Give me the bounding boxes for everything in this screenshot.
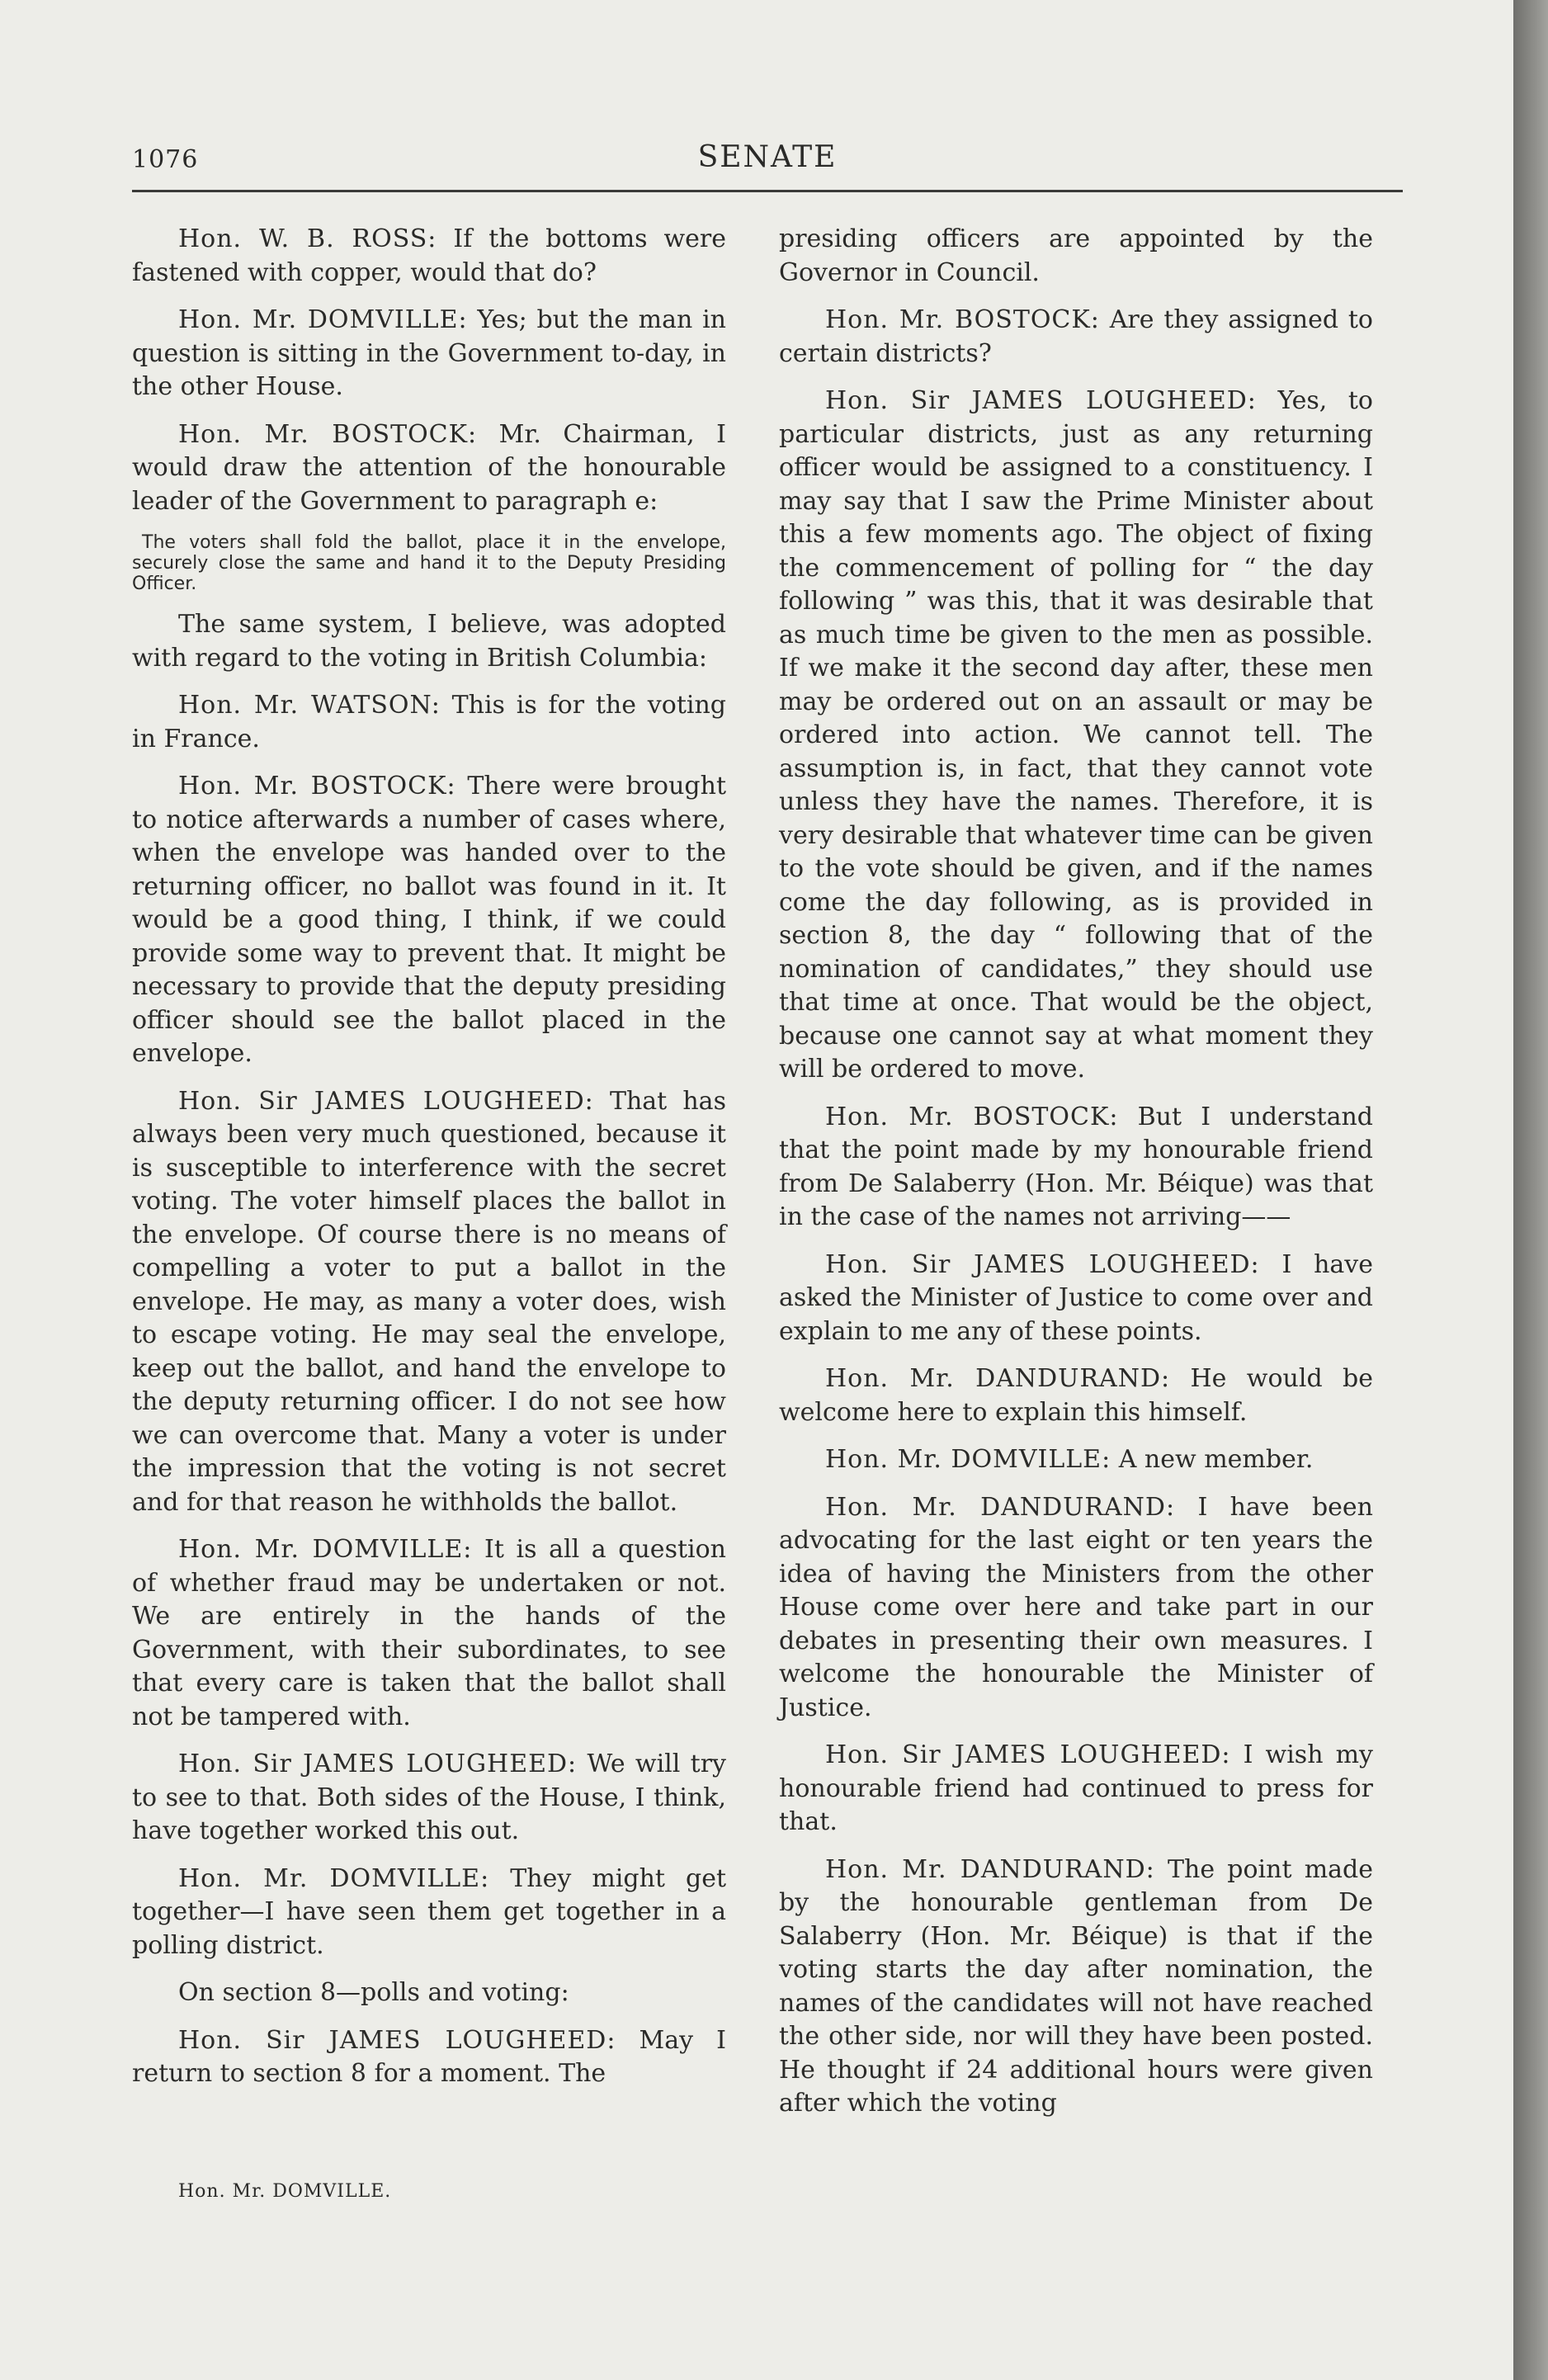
speech-paragraph — [132, 1085, 726, 1520]
speaker-name: Hon. Sir JAMES LOUGHEED: — [825, 1740, 1231, 1769]
speech-text: I have been advocating for the last eight or ten years the idea of having the Ministers from the other House come over here and take part in our debates in presenting their own measures. I welcome the honourable the Minister of Justice. — [779, 1492, 1373, 1722]
page-number: 1076 — [132, 145, 199, 174]
speech-paragraph — [132, 1976, 726, 2010]
speech-paragraph — [132, 418, 726, 519]
speaker-name: Hon. W. B. ROSS: — [178, 224, 437, 253]
header-rule — [132, 190, 1403, 192]
speaker-name: Hon. Mr. DANDURAND: — [825, 1492, 1176, 1522]
speaker-name: Hon. Mr. BOSTOCK: — [178, 772, 456, 800]
speech-text: Yes, to particular districts, just as any returning officer would be assigned to a constituency. I may say that I saw the Prime Minister about this a few moments ago. The object of fixing the commencement of polling for “ the day following ” was this, that it was desirable that as much time be given to the men as possible. If we make it the second day after, these men may be ordered out on an assault or may be ordered into action. We cannot tell. The assumption is, in fact, that they cannot vote unless they have the names. Therefore, it is very desirable that whatever time can be given to the vote should be given, and if the names come the day following, as is provided in section 8, the day “ following that of the nomination of candidates,” they should use that time at once. That would be the object, because one cannot say at what moment they will be ordered to move. — [779, 386, 1373, 1084]
speech-text: If the bottoms were fastened with copper, would that do? — [132, 224, 726, 287]
speech-paragraph — [779, 1249, 1373, 1349]
right-column — [779, 223, 1373, 2135]
left-column — [132, 223, 726, 2105]
speech-text: There were brought to notice afterwards a number of cases where, when the envelope was handed over to the returning officer, no ballot was found in it. It would be a good thing, I think, if we could provide some way to prevent that. It might be necessary to provide that the deputy presiding officer should see the ballot placed in the envelope. — [132, 772, 726, 1068]
speaker-name: Hon. Mr. BOSTOCK: — [825, 1102, 1119, 1131]
speaker-name: Hon. Sir JAMES LOUGHEED: — [825, 1249, 1260, 1279]
speech-text: Mr. Chairman, I would draw the attention of the honourable leader of the Government to paragraph e: — [132, 419, 726, 516]
speech-text: But I understand that the point made by my honourable friend from De Salaberry (Hon. Mr. Béique) was that in the case of the names not arriving—— — [779, 1102, 1373, 1231]
speech-text: Yes; but the man in question is sitting in the Government to-day, in the other House. — [132, 305, 726, 401]
speech-text: The same system, I believe, was adopted with regard to the voting in British Columbia: — [132, 610, 726, 673]
speaker-name: Hon. Sir JAMES LOUGHEED: — [178, 2025, 616, 2055]
speech-text: That has always been very much questioned, because it is susceptible to interference with the secret voting. The voter himself places the ballot in the envelope. Of course there is no means of compelling a voter to put a ballot in the envelope. He may, as many a voter does, wish to escape voting. He may seal the envelope, keep out the ballot, and hand the envelope to the deputy returning officer. I do not see how we can overcome that. Many a voter is under the impression that the voting is not secret and for that reason he withholds the ballot. — [132, 1086, 726, 1517]
speech-paragraph — [132, 689, 726, 756]
speech-paragraph — [779, 1739, 1373, 1839]
speaker-name: Hon. Mr. BOSTOCK: — [825, 305, 1100, 334]
speaker-name: Hon. Sir JAMES LOUGHEED: — [825, 386, 1257, 415]
speaker-name: Hon. Sir JAMES LOUGHEED: — [178, 1750, 578, 1778]
speech-text: May I return to section 8 for a moment. The — [132, 2025, 726, 2088]
speaker-name: Hon. Mr. DOMVILLE: — [825, 1445, 1111, 1474]
catchword: Hon. Mr. DOMVILLE. — [178, 2181, 392, 2202]
speech-paragraph — [779, 385, 1373, 1087]
speech-paragraph — [132, 2024, 726, 2091]
speaker-name: Hon. Sir JAMES LOUGHEED: — [178, 1086, 594, 1116]
speech-text: presiding officers are appointed by the Governor in Council. — [779, 224, 1373, 287]
speech-paragraph — [132, 1748, 726, 1849]
speech-text: On section 8—polls and voting: — [178, 1978, 569, 2007]
speaker-name: Hon. Mr. WATSON: — [178, 691, 441, 720]
speaker-name: Hon. Mr. DOMVILLE: — [178, 1863, 490, 1893]
speech-text: I have asked the Minister of Justice to come over and explain to me any of these points. — [779, 1249, 1373, 1346]
speech-text: A new member. — [1118, 1445, 1314, 1474]
speech-text: This is for the voting in France. — [132, 691, 726, 753]
speech-text: Are they assigned to certain districts? — [779, 305, 1373, 368]
quoted-paragraph: The voters shall fold the ballot, place it in the envelope, securely close the same and hand it to the Deputy Presiding Officer. — [132, 532, 726, 594]
speech-paragraph — [132, 223, 726, 290]
page-header — [132, 140, 1403, 190]
speech-text: He would be welcome here to explain this himself. — [779, 1364, 1373, 1427]
speech-text: I wish my honourable friend had continued to press for that. — [779, 1740, 1373, 1836]
speech-paragraph — [779, 1491, 1373, 1726]
speech-text: The point made by the honourable gentleman from De Salaberry (Hon. Mr. Béique) is that if the voting starts the day after nomination, the names of the candidates will not have reached the other side, nor will they have been posted. He thought if 24 additional hours were given after which the voting — [779, 1854, 1374, 2118]
speech-paragraph — [779, 1101, 1373, 1235]
speech-paragraph — [132, 304, 726, 404]
speech-paragraph — [779, 223, 1373, 290]
speaker-name: Hon. Mr. DOMVILLE: — [178, 1535, 473, 1564]
speech-paragraph — [132, 1863, 726, 1963]
speaker-name: Hon. Mr. DANDURAND: — [825, 1364, 1171, 1393]
speaker-name: Hon. Mr. BOSTOCK: — [178, 419, 478, 449]
speech-paragraph — [779, 304, 1373, 371]
speech-text: They might get together—I have seen them get together in a polling district. — [132, 1863, 726, 1960]
speech-paragraph — [779, 1362, 1373, 1429]
running-head: SENATE — [697, 140, 838, 174]
speech-paragraph — [132, 770, 726, 1071]
speech-paragraph — [132, 608, 726, 675]
speech-text: We will try to see to that. Both sides of the House, I think, have together worked this out. — [132, 1750, 726, 1845]
speaker-name: Hon. Mr. DOMVILLE: — [178, 305, 468, 334]
speech-text: It is all a question of whether fraud may be undertaken or not. We are entirely in the hands of the Government, with their subordinates, to see that every care is taken that the ballot shall not be tampered with. — [132, 1535, 726, 1731]
speech-paragraph — [779, 1853, 1373, 2121]
speech-paragraph — [132, 1533, 726, 1734]
speech-paragraph — [779, 1443, 1373, 1477]
page-edge-shadow — [1513, 0, 1548, 2380]
speaker-name: Hon. Mr. DANDURAND: — [825, 1854, 1155, 1884]
